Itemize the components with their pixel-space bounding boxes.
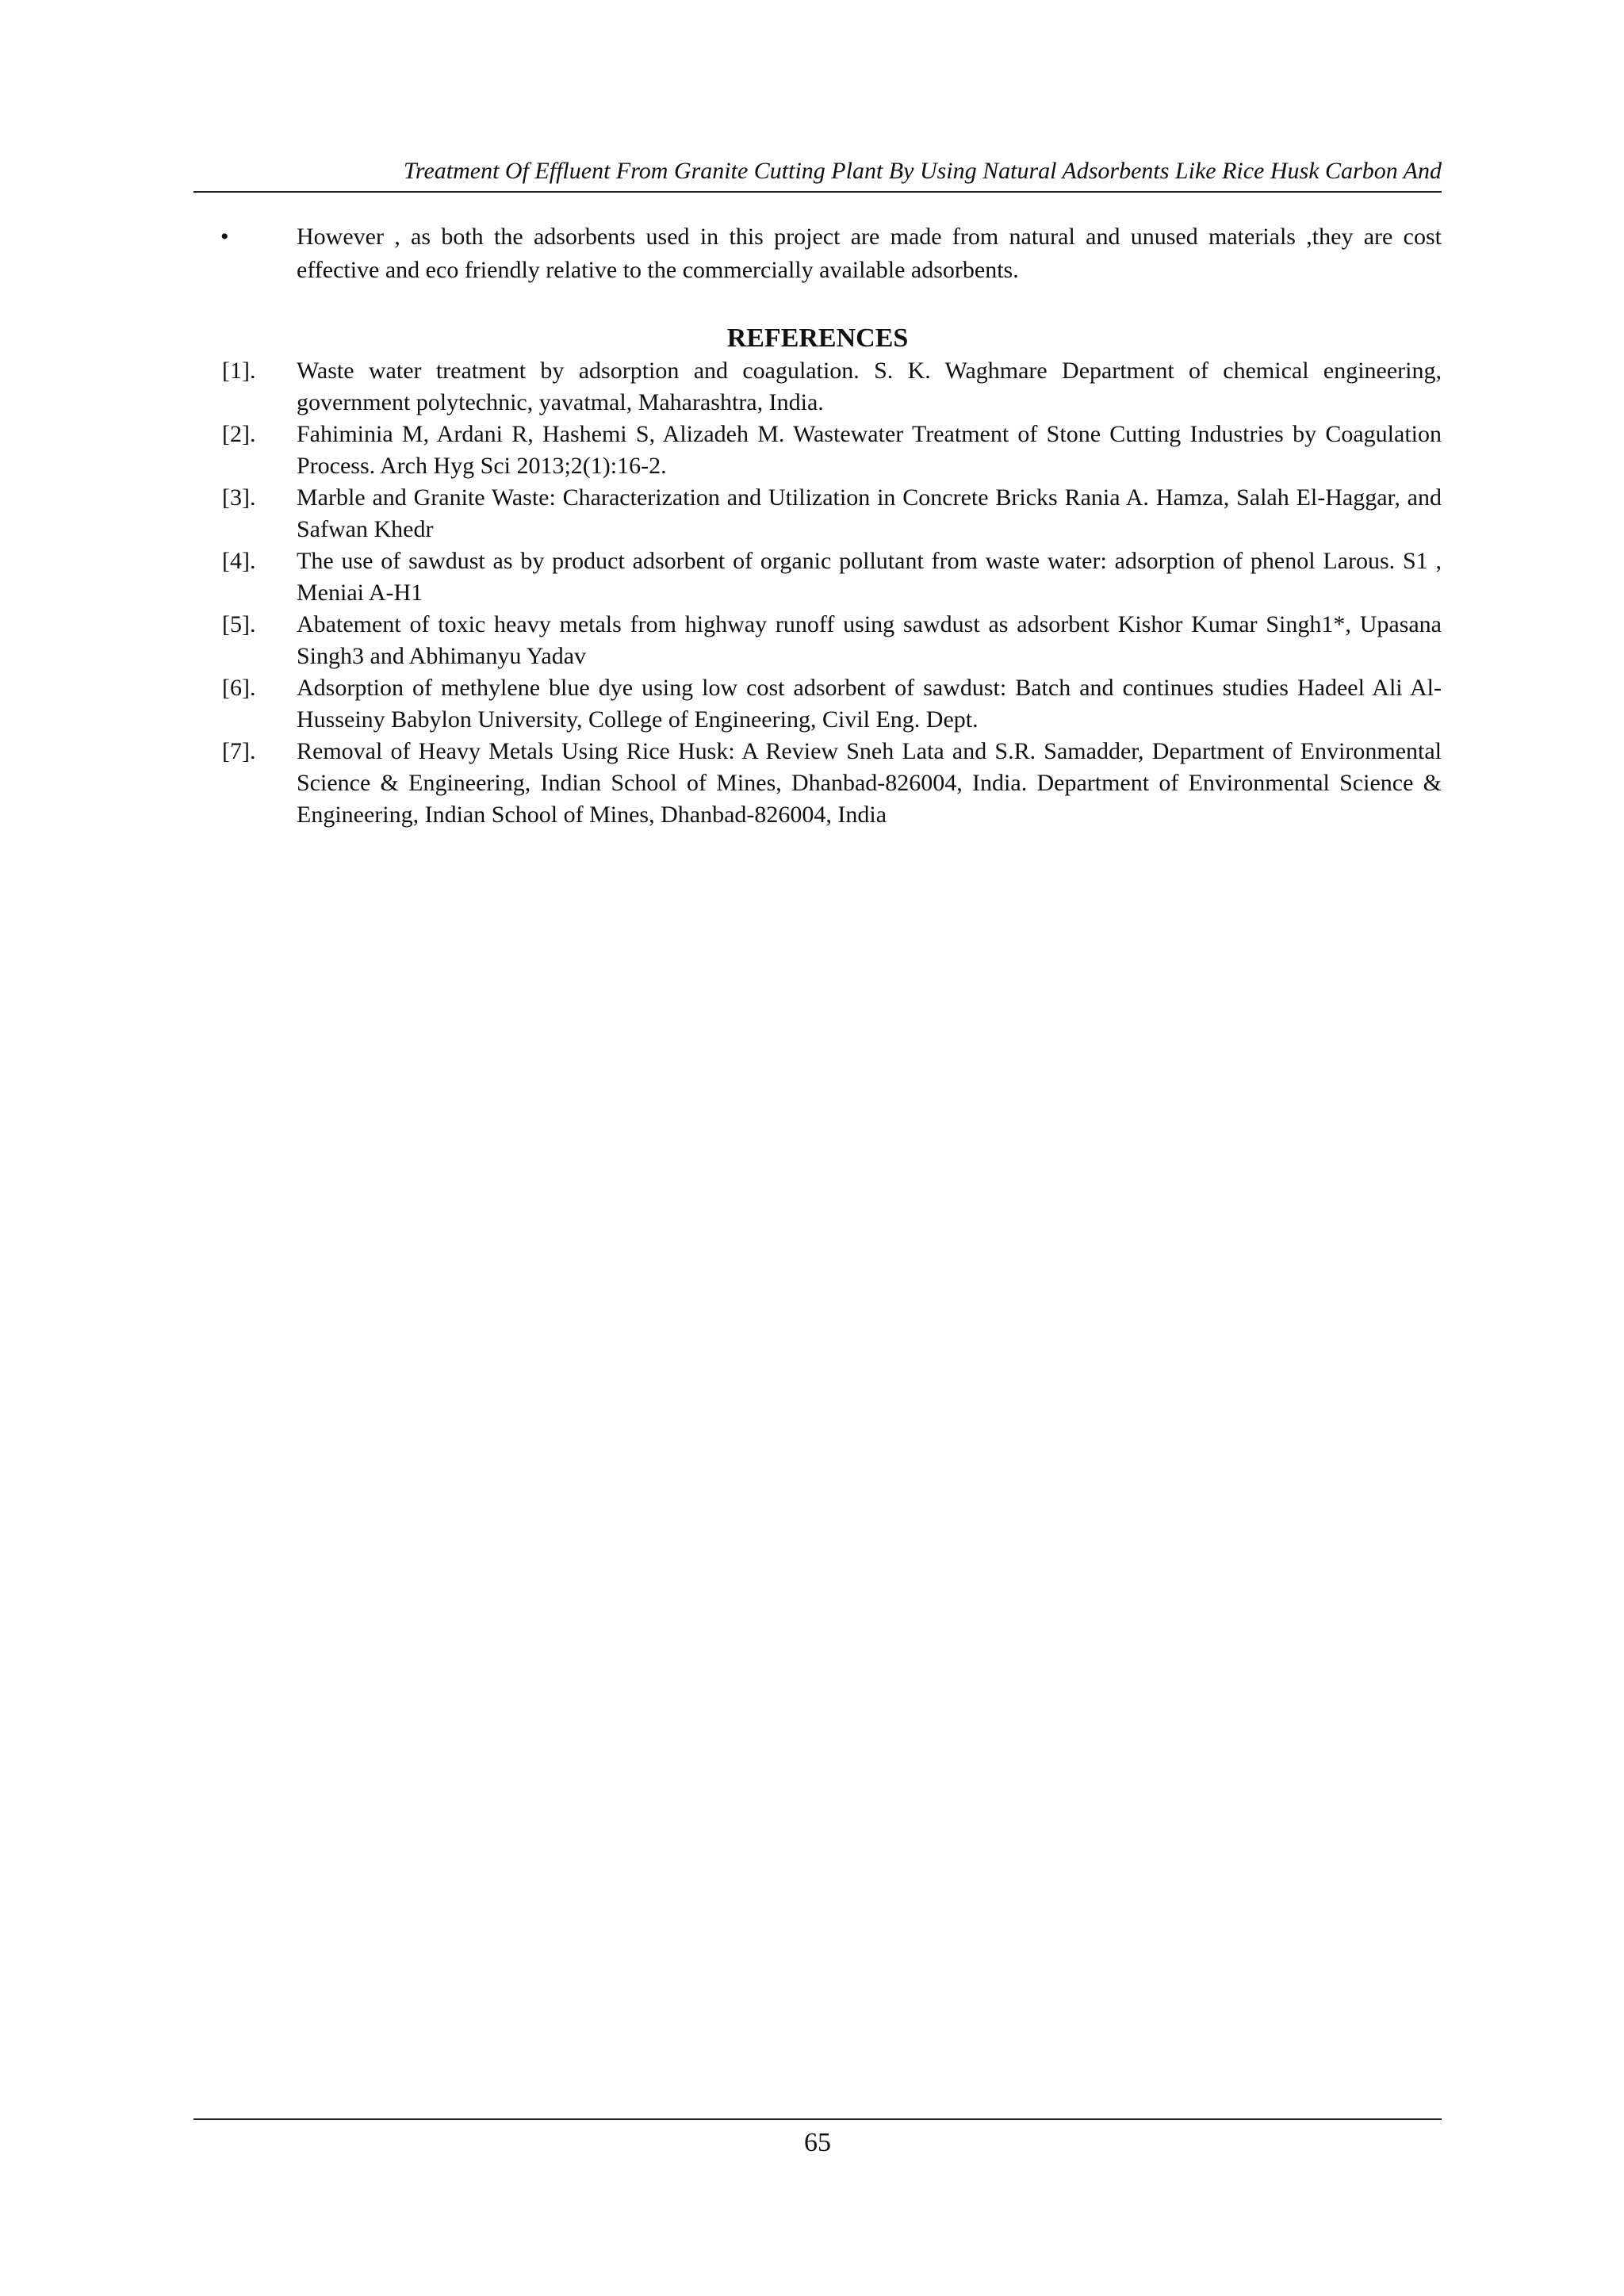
reference-text: Removal of Heavy Metals Using Rice Husk: A Review Sneh Lata and S.R. Samadder, Department of Environmental Science & Engineering, Indian School of Mines, Dhanbad-826004, India. Department of Environmental Science & Engineering, Indian School of Mines, Dhanbad-826004, India	[297, 738, 1442, 828]
header-rule	[193, 191, 1442, 193]
reference-number: [2].	[222, 421, 256, 447]
reference-text: The use of sawdust as by product adsorbent of organic pollutant from waste water: adsorption of phenol Larous. S1 , Meniai A-H1	[297, 548, 1442, 606]
reference-number: [1].	[222, 358, 256, 384]
page-number: 65	[804, 2128, 831, 2157]
reference-item	[193, 545, 1442, 609]
references-heading: REFERENCES	[726, 323, 909, 353]
bullet-item	[193, 220, 1442, 287]
reference-number: [6].	[222, 675, 256, 701]
running-header: Treatment Of Effluent From Granite Cutting Plant By Using Natural Adsorbents Like Rice Husk Carbon And	[403, 158, 1442, 184]
reference-text: Marble and Granite Waste: Characterization and Utilization in Concrete Bricks Rania A. Hamza, Salah El-Haggar, and Safwan Khedr	[297, 484, 1442, 542]
reference-text: Abatement of toxic heavy metals from highway runoff using sawdust as adsorbent Kishor Kumar Singh1*, Upasana Singh3 and Abhimanyu Yadav	[297, 611, 1442, 669]
reference-number: [4].	[222, 548, 256, 574]
reference-item	[193, 609, 1442, 672]
reference-number: [3].	[222, 484, 256, 511]
bullet-list	[193, 220, 1442, 287]
references-list	[193, 355, 1442, 831]
footer-rule	[193, 2118, 1442, 2120]
reference-item	[193, 355, 1442, 419]
reference-number: [5].	[222, 611, 256, 637]
reference-text: Adsorption of methylene blue dye using low cost adsorbent of sawdust: Batch and continues studies Hadeel Ali Al-Husseiny Babylon University, College of Engineering, Civil Eng. Dept.	[297, 675, 1442, 733]
reference-item	[193, 672, 1442, 736]
reference-text: Fahiminia M, Ardani R, Hashemi S, Alizadeh M. Wastewater Treatment of Stone Cutting Industries by Coagulation Process. Arch Hyg Sci 2013;2(1):16-2.	[297, 421, 1442, 479]
reference-text: Waste water treatment by adsorption and coagulation. S. K. Waghmare Department of chemical engineering, government polytechnic, yavatmal, Maharashtra, India.	[297, 358, 1442, 415]
reference-item	[193, 419, 1442, 482]
bullet-icon: •	[220, 224, 229, 250]
bullet-text: However , as both the adsorbents used in this project are made from natural and unused materials ,they are cost effective and eco friendly relative to the commercially available adsorbents.	[297, 224, 1442, 283]
reference-number: [7].	[222, 738, 256, 764]
reference-item	[193, 482, 1442, 545]
reference-item	[193, 736, 1442, 831]
